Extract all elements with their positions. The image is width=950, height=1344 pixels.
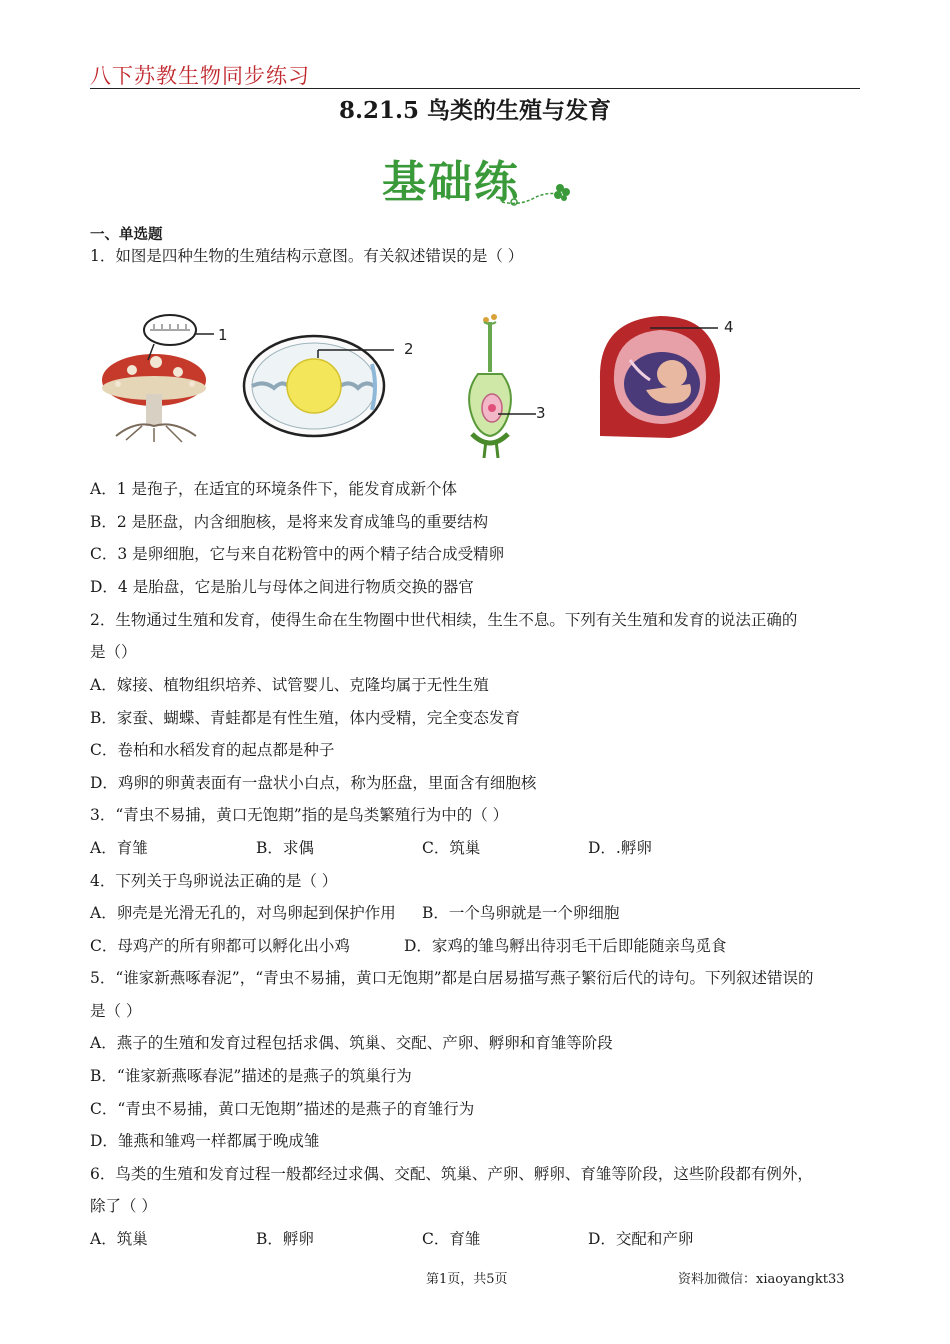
q6-option-c[interactable]: C．育雏 (422, 1230, 481, 1248)
q6-stem-line2: 除了（ ） (90, 1197, 157, 1215)
page-header (90, 58, 860, 89)
q3-option-a[interactable]: A．育雏 (90, 839, 148, 857)
figure-label-4: 4 (724, 318, 734, 336)
document-title: 8.21.5 鸟类的生殖与发育 (338, 97, 612, 124)
fetus-figure (590, 310, 740, 442)
q2-option-c[interactable]: C．卷柏和水稻发育的起点都是种子 (90, 741, 335, 759)
footer-contact: 资料加微信：xiaoyangkt33 (678, 1272, 845, 1287)
header-title: 八下苏教生物同步练习 (90, 64, 310, 88)
q5-option-c[interactable]: C．“青虫不易捕，黄口无饱期”描述的是燕子的育雏行为 (90, 1100, 475, 1118)
q1-option-a[interactable]: A．1 是孢子，在适宜的环境条件下，能发育成新个体 (90, 480, 457, 498)
q5-option-d[interactable]: D．雏燕和雏鸡一样都属于晚成雏 (90, 1132, 320, 1150)
q2-stem-line1: 2．生物通过生殖和发育，使得生命在生物圈中世代相续，生生不息。下列有关生殖和发育的说法正确的 (90, 611, 798, 629)
pistil-figure (458, 312, 550, 458)
practice-banner (382, 146, 572, 208)
clover-sprig-icon (500, 172, 570, 208)
page-number: 第1页，共5页 (426, 1272, 508, 1287)
q4-stem: 4．下列关于鸟卵说法正确的是（ ） (90, 872, 338, 890)
egg-figure (240, 330, 400, 442)
figure-label-1: 1 (218, 326, 228, 344)
q2-option-b[interactable]: B．家蚕、蝴蝶、青蛙都是有性生殖，体内受精，完全变态发育 (90, 709, 520, 727)
q4-option-b[interactable]: B．一个鸟卵就是一个卵细胞 (422, 904, 620, 922)
q3-option-c[interactable]: C．筑巢 (422, 839, 481, 857)
q6-stem-line1: 6．鸟类的生殖和发育过程一般都经过求偶、交配、筑巢、产卵、孵卵、育雏等阶段，这些阶段都有例外， (90, 1165, 813, 1183)
q4-option-d[interactable]: D．家鸡的雏鸟孵出待羽毛干后即能随亲鸟觅食 (404, 937, 727, 955)
q5-stem-line2: 是（ ） (90, 1002, 142, 1020)
q2-stem-line2: 是（） (90, 643, 137, 661)
q2-option-a[interactable]: A．嫁接、植物组织培养、试管婴儿、克隆均属于无性生殖 (90, 676, 489, 694)
q4-option-c[interactable]: C．母鸡产的所有卵都可以孵化出小鸡 (90, 937, 350, 955)
q5-stem-line1: 5．“谁家新燕啄春泥”，“青虫不易捕，黄口无饱期”都是白居易描写燕子繁衍后代的诗句。下列叙述错误的 (90, 969, 814, 987)
q4-option-a[interactable]: A．卵壳是光滑无孔的，对鸟卵起到保护作用 (90, 904, 396, 922)
mushroom-figure (96, 312, 238, 444)
q1-option-c[interactable]: C．3 是卵细胞，它与来自花粉管中的两个精子结合成受精卵 (90, 545, 505, 563)
q6-option-d[interactable]: D．交配和产卵 (588, 1230, 694, 1248)
figure-label-3: 3 (536, 404, 546, 422)
q1-option-d[interactable]: D．4 是胎盘，它是胎儿与母体之间进行物质交换的器官 (90, 578, 474, 596)
q6-option-a[interactable]: A．筑巢 (90, 1230, 148, 1248)
q2-option-d[interactable]: D．鸡卵的卵黄表面有一盘状小白点，称为胚盘，里面含有细胞核 (90, 774, 537, 792)
q5-option-b[interactable]: B．“谁家新燕啄春泥”描述的是燕子的筑巢行为 (90, 1067, 412, 1085)
q6-option-b[interactable]: B．孵卵 (256, 1230, 314, 1248)
banner-text: 基础练 (382, 157, 520, 208)
section-title: 一、单选题 (90, 227, 163, 243)
q1-stem: 1．如图是四种生物的生殖结构示意图。有关叙述错误的是（ ） (90, 247, 524, 265)
q1-option-b[interactable]: B．2 是胚盘，内含细胞核，是将来发育成雏鸟的重要结构 (90, 513, 489, 531)
q3-option-b[interactable]: B．求偶 (256, 839, 314, 857)
q3-stem: 3．“青虫不易捕，黄口无饱期”指的是鸟类繁殖行为中的（ ） (90, 806, 509, 824)
q3-option-d[interactable]: D．.孵卵 (588, 839, 652, 857)
figure-label-2: 2 (404, 340, 414, 358)
q5-option-a[interactable]: A．燕子的生殖和发育过程包括求偶、筑巢、交配、产卵、孵卵和育雏等阶段 (90, 1034, 613, 1052)
